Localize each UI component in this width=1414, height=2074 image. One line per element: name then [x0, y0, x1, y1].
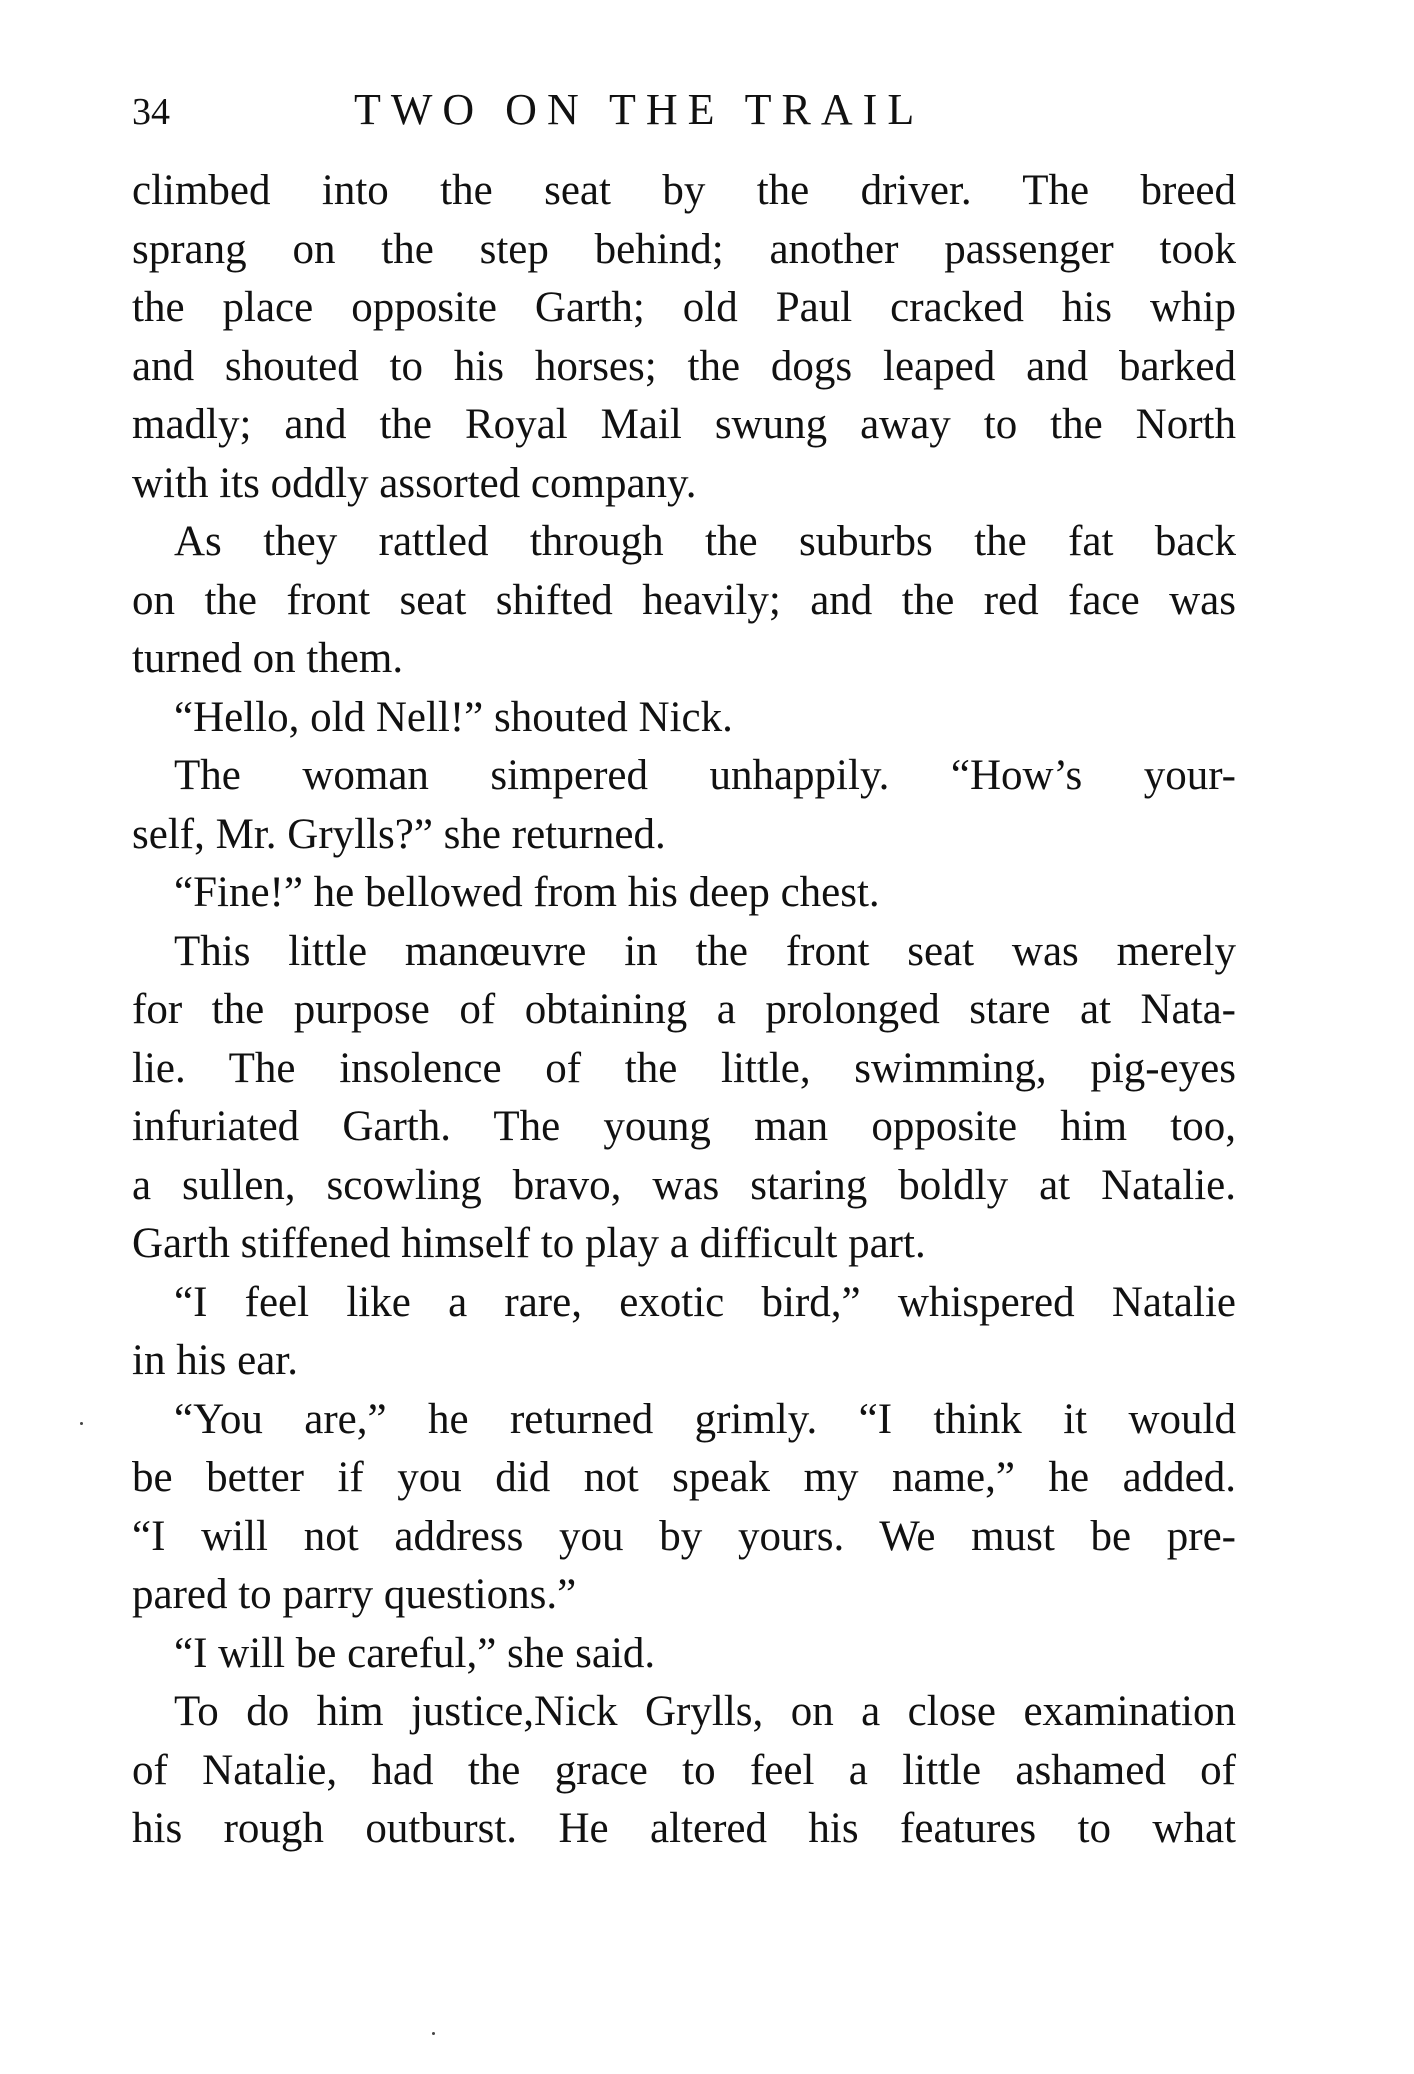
text-line: with its oddly assorted company. — [132, 459, 697, 507]
text-line: climbed into the seat by the driver. The breed — [132, 167, 1236, 214]
ink-speck — [432, 2032, 435, 2035]
text-line: “Hello, old Nell!” shouted Nick. — [174, 693, 733, 741]
text-line: “I will not address you by yours. We must be pre- — [132, 1512, 1236, 1560]
text-line: pared to parry questions.” — [132, 1571, 577, 1618]
text-line: and shouted to his horses; the dogs leaped and barked — [132, 342, 1236, 390]
text-line: To do him justice,Nick Grylls, on a close examination — [174, 1688, 1236, 1735]
text-line: sprang on the step behind; another passenger took — [132, 225, 1236, 273]
text-line: the place opposite Garth; old Paul cracked his whip — [132, 284, 1236, 331]
text-line: on the front seat shifted heavily; and the red face was — [132, 576, 1236, 624]
page-number: 34 — [132, 91, 170, 133]
text-line: As they rattled through the suburbs the fat back — [174, 518, 1236, 565]
text-line: The woman simpered unhappily. “How’s your- — [174, 752, 1236, 799]
text-line: “You are,” he returned grimly. “I think it would — [174, 1395, 1236, 1443]
book-title: TWO ON THE TRAIL — [354, 85, 925, 134]
ink-speck — [80, 1422, 83, 1425]
text-line: infuriated Garth. The young man opposite him too, — [132, 1103, 1236, 1150]
text-line: Garth stiffened himself to play a difficult part. — [132, 1220, 926, 1267]
text-line: of Natalie, had the grace to feel a little ashamed of — [132, 1746, 1236, 1794]
body-text — [132, 162, 1236, 1859]
text-line: in his ear. — [132, 1337, 298, 1384]
text-line: “I will be careful,” she said. — [174, 1629, 656, 1677]
text-line: “I feel like a rare, exotic bird,” whispered Natalie — [174, 1278, 1236, 1326]
text-line: lie. The insolence of the little, swimming, pig-eyes — [132, 1044, 1236, 1092]
text-line: self, Mr. Grylls?” she returned. — [132, 810, 666, 858]
text-line: This little manœuvre in the front seat was merely — [174, 927, 1236, 975]
running-head — [132, 82, 1232, 142]
text-line: be better if you did not speak my name,” he added. — [132, 1454, 1236, 1501]
text-line: “Fine!” he bellowed from his deep chest. — [174, 869, 880, 916]
text-line: his rough outburst. He altered his features to what — [132, 1805, 1236, 1852]
text-line: turned on them. — [132, 635, 404, 682]
text-line: a sullen, scowling bravo, was staring boldly at Natalie. — [132, 1161, 1236, 1209]
text-line: for the purpose of obtaining a prolonged stare at Nata- — [132, 986, 1236, 1033]
text-line: madly; and the Royal Mail swung away to the North — [132, 401, 1236, 448]
